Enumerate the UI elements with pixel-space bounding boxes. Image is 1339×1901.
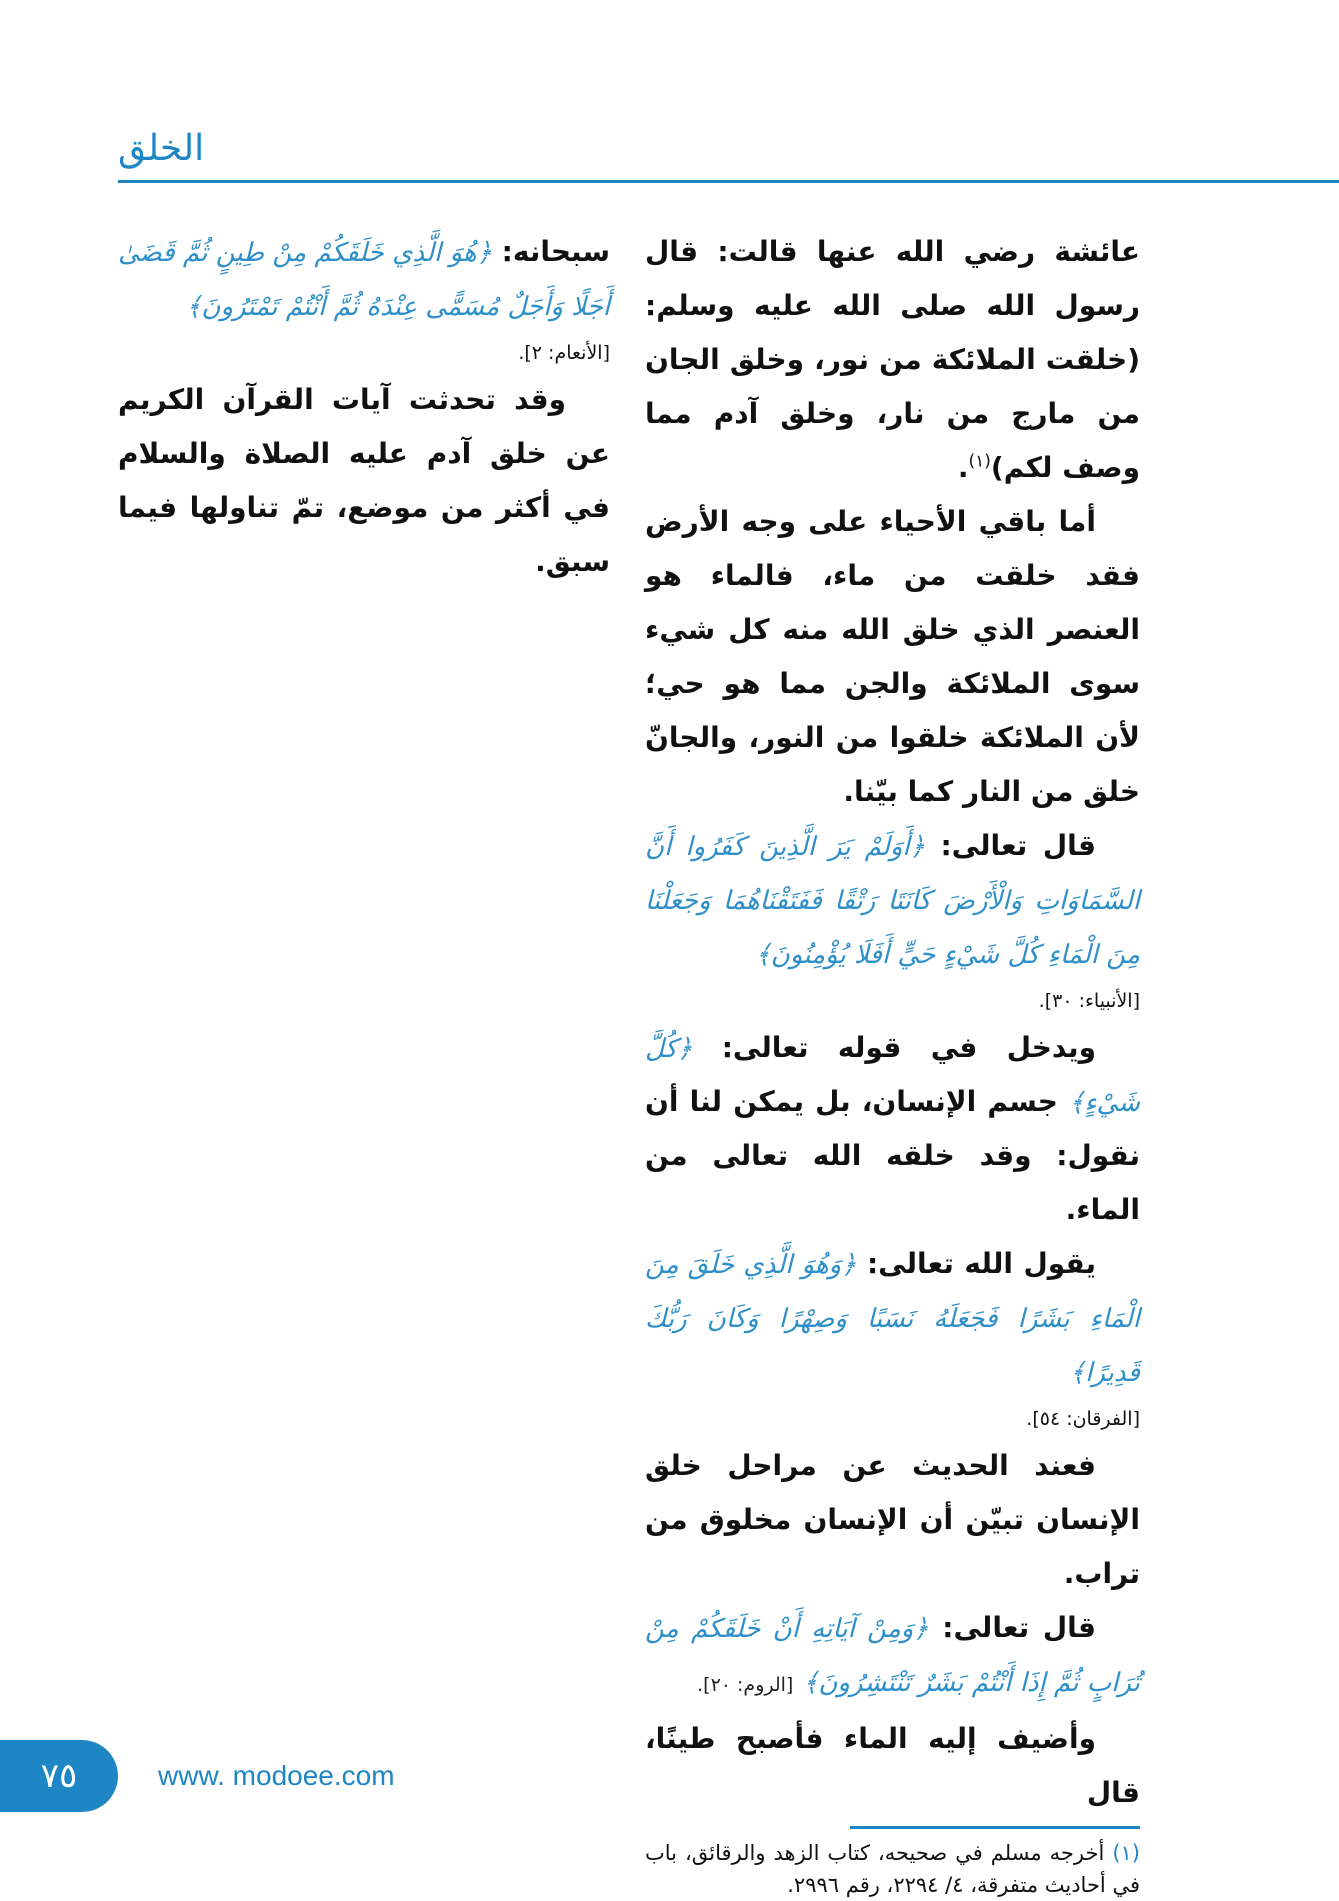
footnote-text: أخرجه مسلم في صحيحه، كتاب الزهد والرقائق، باب في أحاديث متفرقة، ٤/ ٢٢٩٤، رقم ٢٩٩٦. (645, 1841, 1140, 1897)
quran-verse: ﴿وَمِنْ آيَاتِهِ أَنْ خَلَقَكُمْ مِنْ تُرَابٍ ثُمَّ إِذَا أَنْتُمْ بَشَرٌ تَنْتَشِرُونَ﴾ (645, 1614, 1140, 1698)
paragraph-text: جسم الإنسان، بل يمكن لنا أن نقول: وقد خلقه الله تعالى من الماء. (645, 1085, 1140, 1226)
right-column (645, 225, 1140, 1901)
quran-verse: ﴿أَوَلَمْ يَرَ الَّذِينَ كَفَرُوا أَنَّ السَّمَاوَاتِ وَالْأَرْضَ كَانَتَا رَتْقًا فَفَتَقْنَاهُمَا وَجَعَلْنَا مِنَ الْمَاءِ كُلَّ شَيْءٍ حَيٍّ أَفَلَا يُؤْمِنُونَ﴾ (645, 832, 1140, 970)
footnote (645, 1837, 1140, 1901)
chapter-title: الخلق (118, 128, 205, 169)
page-number-badge: ٧٥ (0, 1740, 118, 1812)
website-link[interactable]: www. modoee.com (158, 1760, 395, 1791)
verse-intro: سبحانه: (501, 235, 611, 268)
paragraph-hadith (645, 225, 1140, 495)
paragraph-adam: وقد تحدثت آيات القرآن الكريم عن خلق آدم عليه الصلاة والسلام في أكثر من موضع، تمّ تناولها فيما سبق. (118, 383, 610, 578)
quran-verse: ﴿وَهُوَ الَّذِي خَلَقَ مِنَ الْمَاءِ بَشَرًا فَجَعَلَهُ نَسَبًا وَصِهْرًا وَكَانَ رَبُّكَ قَدِيرًا﴾ (645, 1250, 1140, 1388)
paragraph-dust: فعند الحديث عن مراحل خلق الإنسان تبيّن أن الإنسان مخلوق من تراب. (645, 1449, 1140, 1590)
verse-intro: يقول الله تعالى: (866, 1247, 1097, 1280)
verse-intro: قال تعالى: (942, 1611, 1097, 1644)
paragraph-verse-rum (645, 1601, 1140, 1712)
paragraph-verse-anbiya (645, 819, 1140, 981)
quran-verse: ﴿هُوَ الَّذِي خَلَقَكُمْ مِنْ طِينٍ ثُمَّ قَضَىٰ أَجَلًا وَأَجَلٌ مُسَمًّى عِنْدَهُ ثُمَّ أَنْتُمْ تَمْتَرُونَ﴾ (118, 238, 610, 322)
paragraph-every-thing (645, 1021, 1140, 1237)
paragraph-verse-anam (118, 225, 610, 333)
hadith-text: عائشة رضي الله عنها قالت: قال رسول الله صلى الله عليه وسلم: (خلقت الملائكة من نور، وخلق الجان من مارج من نار، وخلق آدم مما وصف لكم) (645, 235, 1140, 484)
paragraph-water: أما باقي الأحياء على وجه الأرض فقد خلقت من ماء، فالماء هو العنصر الذي خلق الله منه كل شيء سوى الملائكة والجن مما هو حي؛ لأن الملائكة خلقوا من النور، والجانّ خلق من النار كما بيّنا. (645, 505, 1140, 808)
footnote-number: (١) (1112, 1841, 1140, 1865)
quran-verse: ﴿كُلَّ شَيْءٍ﴾ (645, 1034, 1140, 1118)
verse-reference: [الروم: ٢٠]. (697, 1674, 794, 1696)
verse-reference: [الفرقان: ٥٤]. (1026, 1408, 1140, 1430)
footnote-marker[interactable]: (١) (968, 451, 991, 472)
header-rule (118, 180, 1339, 183)
paragraph-clay: وأضيف إليه الماء فأصبح طينًا، قال (645, 1722, 1140, 1809)
left-column (118, 225, 610, 589)
paragraph-verse-furqan (645, 1237, 1140, 1399)
verse-intro: قال تعالى: (940, 829, 1096, 862)
verse-reference: [الأنعام: ٢]. (518, 342, 610, 364)
footnote-rule (850, 1826, 1140, 1829)
verse-intro: ويدخل في قوله تعالى: (721, 1031, 1096, 1064)
period: . (957, 451, 969, 484)
verse-reference: [الأنبياء: ٣٠]. (1038, 990, 1140, 1012)
